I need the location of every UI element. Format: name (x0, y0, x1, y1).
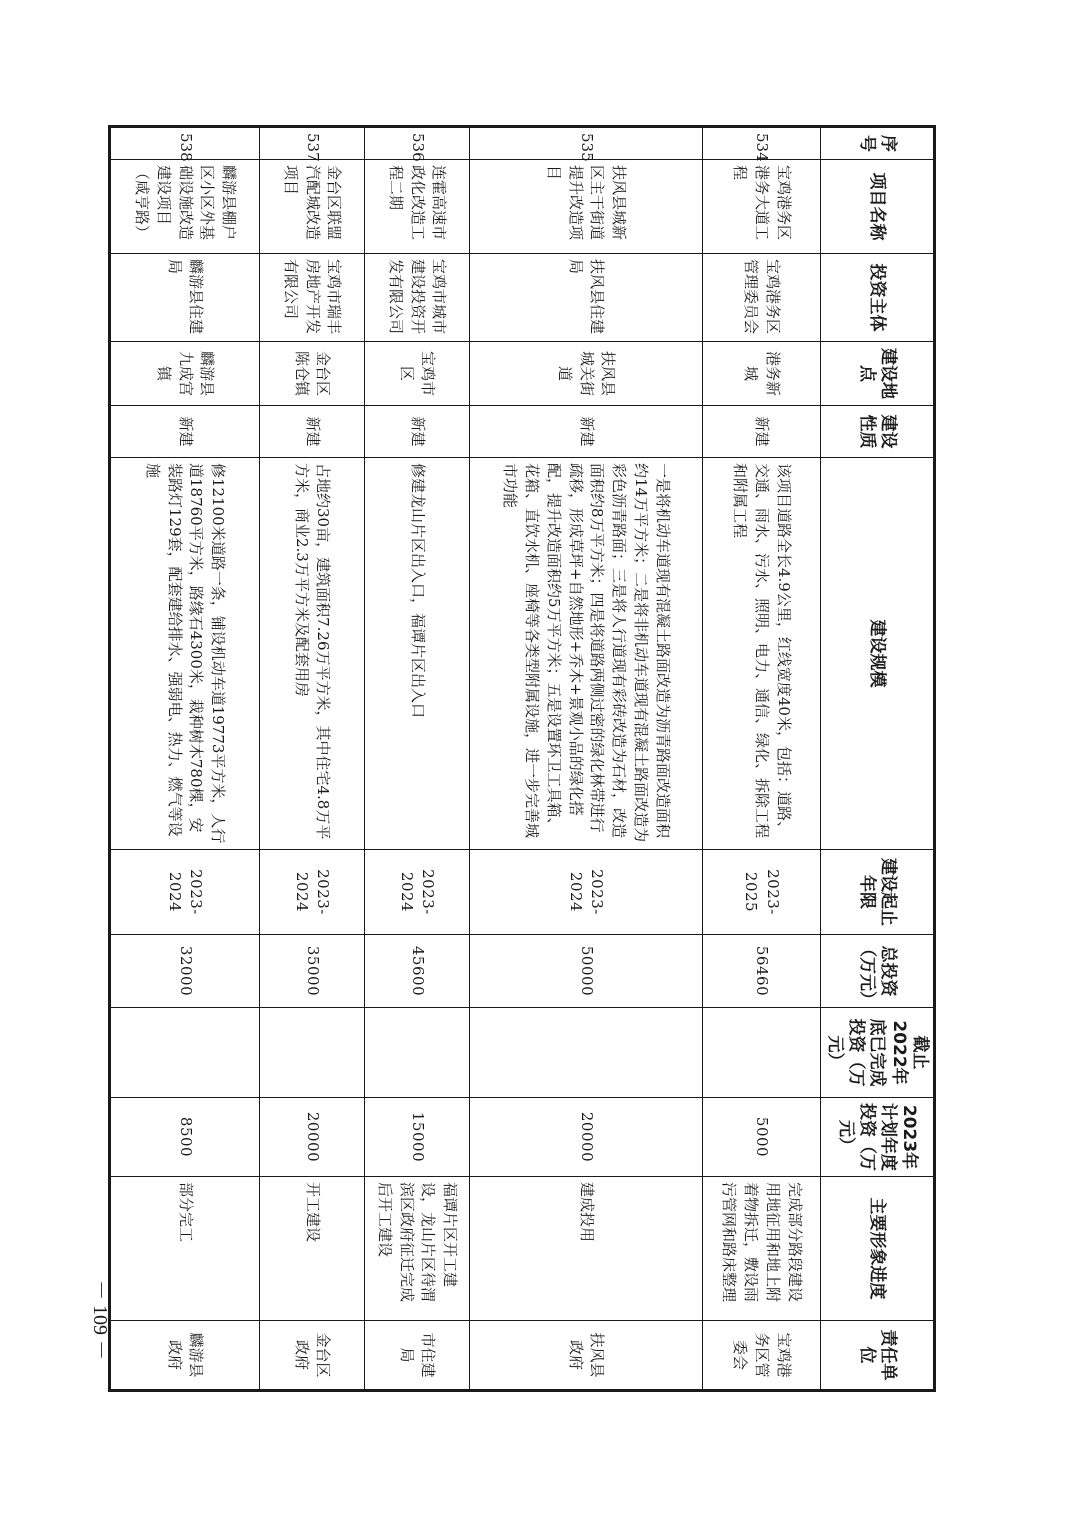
cell-completed (109, 1008, 259, 1098)
cell-nature: 新建 (702, 406, 820, 458)
cell-responsible: 扶风县政府 (469, 1321, 702, 1391)
cell-no: 534 (702, 127, 820, 160)
table-row (109, 127, 259, 1391)
header-investor: 投资主体 (820, 254, 934, 342)
cell-period: 2023-2024 (364, 850, 469, 935)
rotated-page-frame (133, 125, 936, 1389)
cell-period: 2023-2024 (109, 850, 259, 935)
project-table (108, 125, 936, 1392)
cell-no: 536 (364, 127, 469, 160)
cell-scale: 一是将机动车道现有混凝土路面改造为沥青路面改造面积约14万平方米；二是将非机动车道现有混凝土路面改造为彩色沥青路面；三是将人行道现有彩砖改造为石材，改造面积约8万平方米；四是将道路两侧过密的绿化林带进行疏移，形成草坪+自然地形+乔木+景观小品的绿化搭配，提升改造面积约5万平方米；五是设置环卫工具箱、花箱、直饮水机、座椅等各类型附属设施，进一步完善城市功能 (469, 458, 702, 850)
cell-plan2023: 15000 (364, 1098, 469, 1177)
table-row (702, 127, 820, 1391)
cell-progress: 开工建设 (259, 1177, 364, 1321)
rotated-table-container (133, 125, 936, 1389)
cell-total: 32000 (109, 935, 259, 1008)
cell-total: 56460 (702, 935, 820, 1008)
cell-plan2023: 20000 (259, 1098, 364, 1177)
cell-scale: 该项目道路全长4.9公里，红线宽度40米，包括：道路、交通、雨水、污水、照明、电力、通信、绿化、拆除工程和附属工程 (702, 458, 820, 850)
header-nature: 建设性质 (820, 406, 934, 458)
cell-plan2023: 5000 (702, 1098, 820, 1177)
page-number-text: － 109 － (89, 1280, 111, 1360)
cell-progress: 建成投用 (469, 1177, 702, 1321)
cell-responsible: 宝鸡港务区管委会 (702, 1321, 820, 1391)
cell-responsible: 市住建局 (364, 1321, 469, 1391)
cell-total: 45600 (364, 935, 469, 1008)
cell-nature: 新建 (259, 406, 364, 458)
cell-total: 50000 (469, 935, 702, 1008)
cell-period: 2023-2024 (469, 850, 702, 935)
cell-progress: 福谭片区开工建设，龙山片区待渭滨区政府征迁完成后开工建设 (364, 1177, 469, 1321)
page-number (89, 1280, 123, 1380)
cell-completed (469, 1008, 702, 1098)
cell-no: 535 (469, 127, 702, 160)
cell-completed (364, 1008, 469, 1098)
cell-progress: 完成部分路段建设用地征用和地上附着物拆迁，敷设雨污管网和路床整理 (702, 1177, 820, 1321)
cell-scale: 修12100米道路一条，铺设机动车道19773平方米，人行道18760平方米，路缘石4300米，栽种树木780棵，安装路灯129套，配套建给排水、强弱电、热力、燃气等设施 (109, 458, 259, 850)
header-total: 总投资（万元） (820, 935, 934, 1008)
cell-name: 宝鸡港务区港务大道工程 (702, 160, 820, 254)
cell-responsible: 金台区政府 (259, 1321, 364, 1391)
header-name: 项目名称 (820, 160, 934, 254)
cell-completed (259, 1008, 364, 1098)
table-row (259, 127, 364, 1391)
cell-location: 金台区陈仓镇 (259, 342, 364, 406)
cell-progress: 部分完工 (109, 1177, 259, 1321)
cell-no: 537 (259, 127, 364, 160)
header-progress: 主要形象进度 (820, 1177, 934, 1321)
cell-nature: 新建 (364, 406, 469, 458)
cell-investor: 麟游县住建局 (109, 254, 259, 342)
cell-name: 扶风县城新区主干街道提升改造项目 (469, 160, 702, 254)
cell-nature: 新建 (469, 406, 702, 458)
cell-scale: 修建龙山片区出入口，福谭片区出入口 (364, 458, 469, 850)
cell-location: 港务新城 (702, 342, 820, 406)
cell-scale: 占地约30亩，建筑面积7.26万平方米，其中住宅4.8万平方米，商业2.3万平方米及配套用房 (259, 458, 364, 850)
cell-location: 麟游县九成宫镇 (109, 342, 259, 406)
header-completed: 截止2022年底已完成投资（万元） (820, 1008, 934, 1098)
table-row (364, 127, 469, 1391)
cell-investor: 宝鸡市瑞丰房地产开发有限公司 (259, 254, 364, 342)
header-period: 建设起止年限 (820, 850, 934, 935)
cell-total: 35000 (259, 935, 364, 1008)
header-scale: 建设规模 (820, 458, 934, 850)
header-location: 建设地点 (820, 342, 934, 406)
cell-completed (702, 1008, 820, 1098)
cell-period: 2023-2024 (259, 850, 364, 935)
cell-nature: 新建 (109, 406, 259, 458)
table-row (469, 127, 702, 1391)
cell-plan2023: 20000 (469, 1098, 702, 1177)
table-header-row (820, 127, 934, 1391)
cell-period: 2023-2025 (702, 850, 820, 935)
cell-name: 麟游县棚户区小区外基础设施改造建设项目（咸亨路） (109, 160, 259, 254)
header-no: 序号 (820, 127, 934, 160)
cell-name: 连霍高速市政化改造工程二期 (364, 160, 469, 254)
cell-responsible: 麟游县政府 (109, 1321, 259, 1391)
cell-investor: 扶风县住建局 (469, 254, 702, 342)
cell-plan2023: 8500 (109, 1098, 259, 1177)
cell-investor: 宝鸡市城市建设投资开发有限公司 (364, 254, 469, 342)
cell-location: 扶风县城关街道 (469, 342, 702, 406)
cell-location: 宝鸡市区 (364, 342, 469, 406)
cell-name: 金台区联盟汽配城改造项目 (259, 160, 364, 254)
header-responsible: 责任单位 (820, 1321, 934, 1391)
cell-investor: 宝鸡港务区管理委员会 (702, 254, 820, 342)
cell-no: 538 (109, 127, 259, 160)
header-plan2023: 2023年计划年度投资（万元） (820, 1098, 934, 1177)
